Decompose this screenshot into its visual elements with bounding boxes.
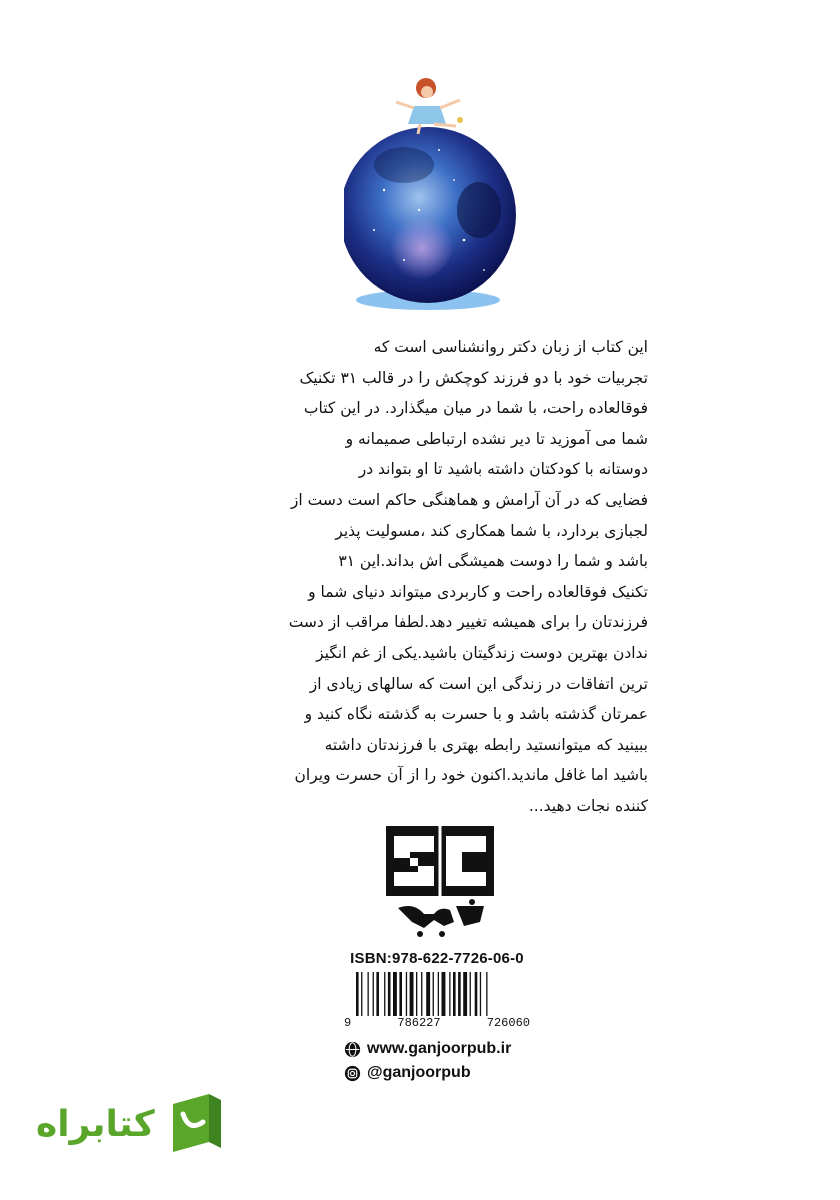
blurb-line: شما می آموزید تا دیر نشده ارتباطی صمیمانه و (345, 429, 648, 448)
barcode-bar (453, 972, 456, 1016)
barcode-bar (426, 972, 430, 1016)
barcode-digits (342, 1016, 532, 1030)
barcode-bar (373, 972, 374, 1016)
globe-girl-illustration (344, 70, 524, 320)
blurb-line: عمرتان گذشته باشد و با حسرت به گذشته نگاه کنید و (304, 705, 648, 724)
blurb-line: لجبازی بردارد، با شما همکاری کند ،مسولیت پذیر (335, 521, 648, 540)
barcode-bar (410, 972, 414, 1016)
barcode-bar (384, 972, 385, 1016)
barcode-bar (480, 972, 481, 1016)
blurb-line: ندادن بهترین دوست زندگیتان باشید.یکی از غم انگیز (316, 643, 648, 662)
barcode-bar (406, 972, 407, 1016)
blurb-line: تجربیات خود با دو فرزند کوچکش را در قالب ۳۱ تکنیک (299, 368, 648, 387)
barcode-bar (470, 972, 471, 1016)
ketabrah-watermark (36, 1092, 225, 1156)
blurb-line: دوستانه با کودکتان داشته باشید تا او بتواند در (358, 460, 648, 479)
barcode-bar (463, 972, 467, 1016)
barcode-digit-group: 786227 (397, 1016, 441, 1030)
barcode-bar (486, 972, 487, 1016)
blurb-line: فرزندتان را برای همیشه تغییر دهد.لطفا مراقب از دست (288, 613, 648, 632)
barcode-bar (376, 972, 379, 1016)
barcode-bar (393, 972, 397, 1016)
barcode-bar (399, 972, 402, 1016)
barcode-bar (416, 972, 417, 1016)
blurb-line: تکنیک فوقالعاده راحت و کاربردی میتواند دنیای شما و (308, 582, 648, 601)
barcode-digit-group: 726060 (486, 1016, 530, 1030)
barcode-bar (368, 972, 369, 1016)
barcode-digit-group: 9 (344, 1016, 352, 1030)
barcode-bar (458, 972, 461, 1016)
globe-icon (344, 1041, 361, 1058)
blurb-line: باشد و شما را دوست همیشگی اش بداند.این ۳۱ (338, 552, 648, 571)
brand-name: کتابراه (36, 1103, 155, 1145)
barcode-bar (442, 972, 446, 1016)
back-cover-blurb (186, 332, 648, 822)
barcode-bar (433, 972, 434, 1016)
ketabrah-logo-icon (165, 1092, 225, 1156)
website-line (344, 1040, 511, 1058)
blurb-line: باشید اما غافل ماندید.اکنون خود را از آن حسرت ویران (294, 766, 648, 785)
blurb-line: ببینید که میتوانستید رابطه بهتری با فرزندتان داشته (324, 735, 648, 754)
blurb-line: فضایی که در آن آرامش و هماهنگی حاکم است دست از (290, 490, 648, 509)
instagram-line (344, 1064, 471, 1082)
barcode-bar (421, 972, 422, 1016)
instagram-handle[interactable]: @ganjoorpub (367, 1064, 471, 1081)
barcode-bar (388, 972, 391, 1016)
publisher-logo (384, 822, 496, 942)
barcode-bar (356, 972, 359, 1016)
blurb-line: کننده نجات دهید... (528, 796, 648, 815)
isbn-label: ISBN:978-622-7726-06-0 (350, 950, 524, 967)
barcode-bar (449, 972, 450, 1016)
blurb-line: این کتاب از زبان دکتر روانشناسی است که (373, 338, 648, 356)
website-url[interactable]: www.ganjoorpub.ir (367, 1040, 512, 1057)
barcode-bar (361, 972, 362, 1016)
instagram-icon (344, 1065, 361, 1082)
blurb-line: ترین اتفاقات در زندگی این است که سالهای زیادی از (309, 674, 648, 693)
barcode-bar (438, 972, 439, 1016)
barcode-bar (475, 972, 478, 1016)
blurb-line: فوقالعاده راحت، با شما در میان میگذارد. در این کتاب (303, 399, 648, 418)
